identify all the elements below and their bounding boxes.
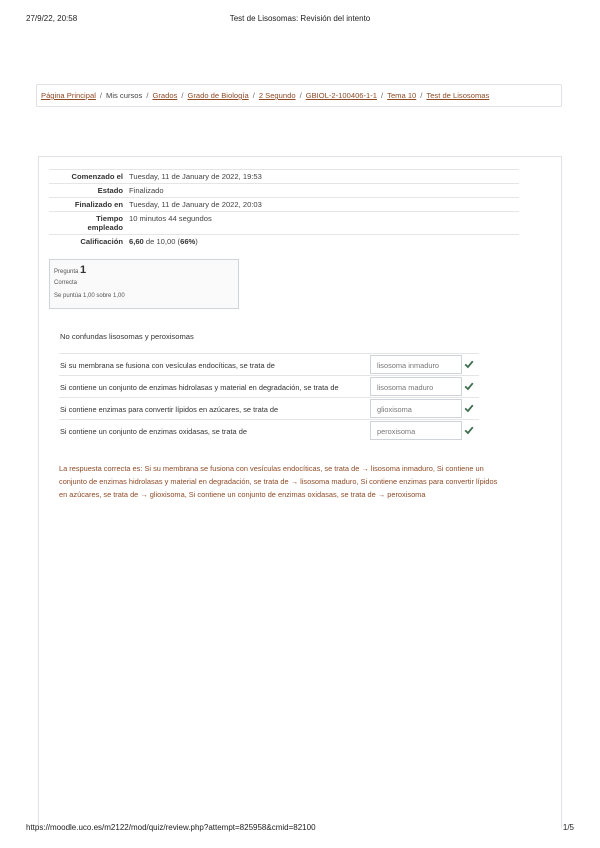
breadcrumb-grado-biologia-link[interactable]: Grado de Biología (187, 91, 249, 100)
right-answer-feedback (59, 462, 545, 501)
right-answer-line: conjunto de enzimas hidrolasas y material en degradación, se trata de → lisosoma maduro, Si contiene enzimas para convertir lípidos (59, 477, 498, 486)
question-mark: Se puntúa 1,00 sobre 1,00 (54, 293, 125, 299)
summary-value (129, 235, 519, 248)
summary-label: Calificación (80, 237, 123, 246)
summary-label (49, 212, 129, 234)
breadcrumb-separator: / (99, 91, 103, 100)
answer-row (59, 397, 479, 418)
breadcrumb-separator: / (252, 91, 255, 100)
summary-label-line: empleado (87, 223, 123, 232)
print-header (0, 14, 600, 26)
grade-percent: 66% (180, 237, 196, 246)
summary-row-finished (49, 198, 519, 212)
grade-score: 6,60 (129, 237, 144, 246)
breadcrumb-segundo-link[interactable]: 2 Segundo (258, 91, 296, 100)
question-number-value: 1 (80, 264, 87, 276)
summary-value: 10 minutos 44 segundos (129, 214, 212, 223)
answer-stem: Si su membrana se fusiona con vesículas endocíticas, se trata de (60, 361, 275, 370)
question-prefix: Pregunta (54, 269, 79, 275)
summary-label: Estado (97, 186, 123, 195)
answer-select[interactable]: peroxisoma (370, 421, 462, 440)
answer-row (59, 375, 479, 396)
breadcrumb-separator: / (146, 91, 149, 100)
breadcrumb-grados-link[interactable]: Grados (152, 91, 178, 100)
right-answer-line: La respuesta correcta es: Si su membrana se fusiona con vesículas endocíticas, se trata de → lisosoma inmaduro, Si contiene un (59, 464, 484, 473)
summary-row-grade (49, 235, 519, 249)
breadcrumb-quiz-link[interactable]: Test de Lisosomas (426, 91, 490, 100)
breadcrumb-course-link[interactable]: GBIOL-2-100406-1-1 (305, 91, 378, 100)
print-date: 27/9/22, 20:58 (26, 14, 78, 23)
check-icon (464, 425, 474, 435)
breadcrumb-separator: / (181, 91, 184, 100)
answer-select[interactable]: lisosoma inmaduro (370, 355, 462, 374)
answer-row (59, 353, 479, 374)
answer-stem: Si contiene enzimas para convertir lípidos en azúcares, se trata de (60, 405, 279, 414)
answer-stem: Si contiene un conjunto de enzimas hidrolasas y material en degradación, se trata de (60, 383, 339, 392)
breadcrumb-separator: / (299, 91, 302, 100)
question-number (54, 264, 238, 276)
check-icon (464, 359, 474, 369)
summary-label: Finalizado en (74, 200, 123, 209)
summary-label: Comenzado el (71, 172, 123, 181)
check-icon (464, 403, 474, 413)
summary-row-time (49, 212, 519, 235)
answer-stem: Si contiene un conjunto de enzimas oxidasas, se trata de (60, 427, 247, 436)
attempt-summary-table (49, 169, 519, 249)
summary-row-state (49, 184, 519, 198)
breadcrumb-tema-link[interactable]: Tema 10 (387, 91, 417, 100)
question-state: Correcta (54, 280, 78, 286)
print-url: https://moodle.uco.es/m2122/mod/quiz/review.php?attempt=825958&cmid=82100 (26, 823, 316, 832)
summary-row-started (49, 169, 519, 184)
breadcrumb-my-courses: Mis cursos (106, 91, 143, 100)
summary-value: Finalizado (129, 186, 164, 195)
answer-row (59, 419, 479, 440)
print-footer (0, 823, 600, 835)
right-answer-line: en azúcares, se trata de → glioxisoma, Si contiene un conjunto de enzimas oxidasas, se trata de → peroxisoma (59, 490, 426, 499)
print-page-number: 1/5 (562, 823, 574, 832)
summary-value: Tuesday, 11 de January de 2022, 19:53 (129, 172, 262, 181)
grade-middle: de 10,00 ( (143, 237, 181, 246)
breadcrumb-home-link[interactable]: Página Principal (41, 91, 96, 100)
summary-label-line: Tiempo (96, 214, 123, 223)
check-icon (464, 381, 474, 391)
answer-select[interactable]: lisosoma maduro (370, 377, 462, 396)
grade-end: ) (195, 237, 198, 246)
breadcrumb-separator: / (420, 91, 423, 100)
answer-select[interactable]: glioxisoma (370, 399, 462, 418)
breadcrumb-separator: / (381, 91, 384, 100)
question-info-box (49, 259, 239, 309)
question-text: No confundas lisosomas y peroxisomas (60, 332, 194, 341)
summary-value: Tuesday, 11 de January de 2022, 20:03 (129, 200, 262, 209)
print-title: Test de Lisosomas: Revisión del intento (229, 14, 371, 23)
breadcrumb (36, 84, 562, 107)
